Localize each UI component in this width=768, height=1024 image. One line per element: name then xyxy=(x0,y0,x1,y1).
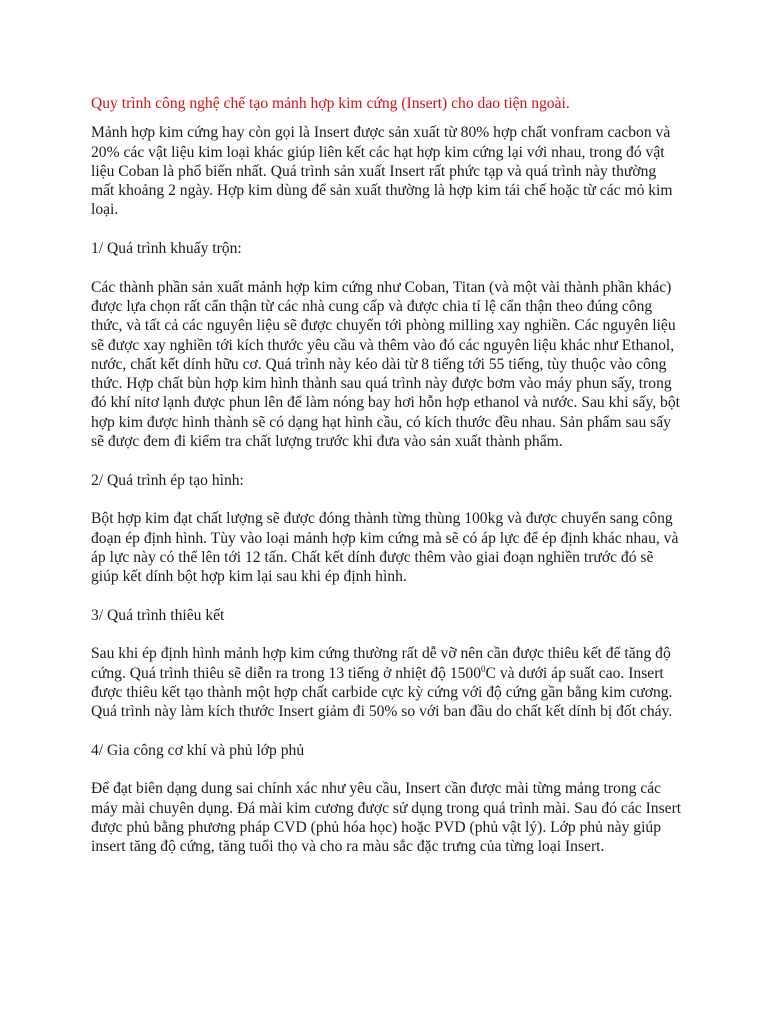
sintering-text-part2: C và dưới áp suất cao. Insert được thiêu kết tạo thành một hợp chất carbide cực kỳ cứng với độ cứng gần bằng kim cương. Quá trình này làm kích thước Insert giảm đi 50% so với ban đầu do chất kết dính bị đốt cháy. xyxy=(91,664,673,721)
section-heading-pressing: 2/ Quá trình ép tạo hình: xyxy=(91,471,244,489)
section-body-sintering xyxy=(91,644,682,721)
section-heading-sintering: 3/ Quá trình thiêu kết xyxy=(91,606,225,624)
section-heading-machining: 4/ Gia công cơ khí và phủ lớp phủ xyxy=(91,741,305,759)
intro-paragraph: Mảnh hợp kim cứng hay còn gọi là Insert được sản xuất từ 80% hợp chất vonfram cacbon và 20% các vật liệu kim loại khác giúp liên kết các hạt hợp kim cứng lại với nhau, trong đó vật liệu Coban là phổ biến nhất. Quá trình sản xuất Insert rất phức tạp và quá trình này thường mất khoảng 2 ngày. Hợp kim dùng để sản xuất thường là hợp kim tái chế hoặc từ các mỏ kim loại. xyxy=(91,124,673,219)
section-body-mixing: Các thành phần sản xuất mảnh hợp kim cứng như Coban, Titan (và một vài thành phần khác) được lựa chọn rất cẩn thận từ các nhà cung cấp và được chia tỉ lệ cẩn thận theo đúng công thức, và tất cả các nguyên liệu sẽ được chuyển tới phòng milling xay nghiền. Các nguyên liệu sẽ được xay nghiền tới kích thước yêu cầu và thêm vào đó các nguyên liệu khác như Ethanol, nước, chất kết dính hữu cơ. Quá trình này kéo dài từ 8 tiếng tới 55 tiếng, tùy thuộc vào công thức. Hợp chất bùn hợp kim hình thành sau quá trình này được bơm vào máy phun sấy, trong đó khí nitơ lạnh được phun lên để làm nóng bay hơi hỗn hợp ethanol và nước. Sau khi sấy, bột hợp kim được hình thành sẽ có dạng hạt hình cầu, có kích thước đều nhau. Sản phẩm sau sấy sẽ được đem đi kiểm tra chất lượng trước khi đưa vào sản xuất thành phẩm. xyxy=(91,278,680,451)
document-title: Quy trình công nghệ chế tạo mảnh hợp kim cứng (Insert) cho dao tiện ngoài. xyxy=(91,95,570,112)
section-body-pressing: Bột hợp kim đạt chất lượng sẽ được đóng thành từng thùng 100kg và được chuyển sang công đoạn ép định hình. Tùy vào loại mảnh hợp kim cứng mà sẽ có áp lực để ép định khác nhau, và áp lực này có thể lên tới 12 tấn. Chất kết dính được thêm vào giai đoạn nghiền trước đó sẽ giúp kết dính bột hợp kim lại sau khi ép định hình. xyxy=(91,510,679,586)
sintering-text-part1: Sau khi ép định hình mảnh hợp kim cứng thường rất dễ vỡ nên cần được thiêu kết để tăng độ cứng. Quá trình thiêu sẽ diễn ra trong 13 tiếng ở nhiệt độ 1500 xyxy=(91,645,671,682)
degree-superscript: 0 xyxy=(481,663,486,674)
section-heading-mixing: 1/ Quá trình khuấy trộn: xyxy=(91,240,242,258)
section-body-machining: Để đạt biên dạng dung sai chính xác như yêu cầu, Insert cần được mài từng mảng trong các máy mài chuyên dụng. Đá mài kim cương được sử dụng trong quá trình mài. Sau đó các Insert được phủ bằng phương pháp CVD (phủ hóa học) hoặc PVD (phủ vật lý). Lớp phủ này giúp insert tăng độ cứng, tăng tuổi thọ và cho ra màu sắc đặc trưng của từng loại Insert. xyxy=(91,780,682,856)
